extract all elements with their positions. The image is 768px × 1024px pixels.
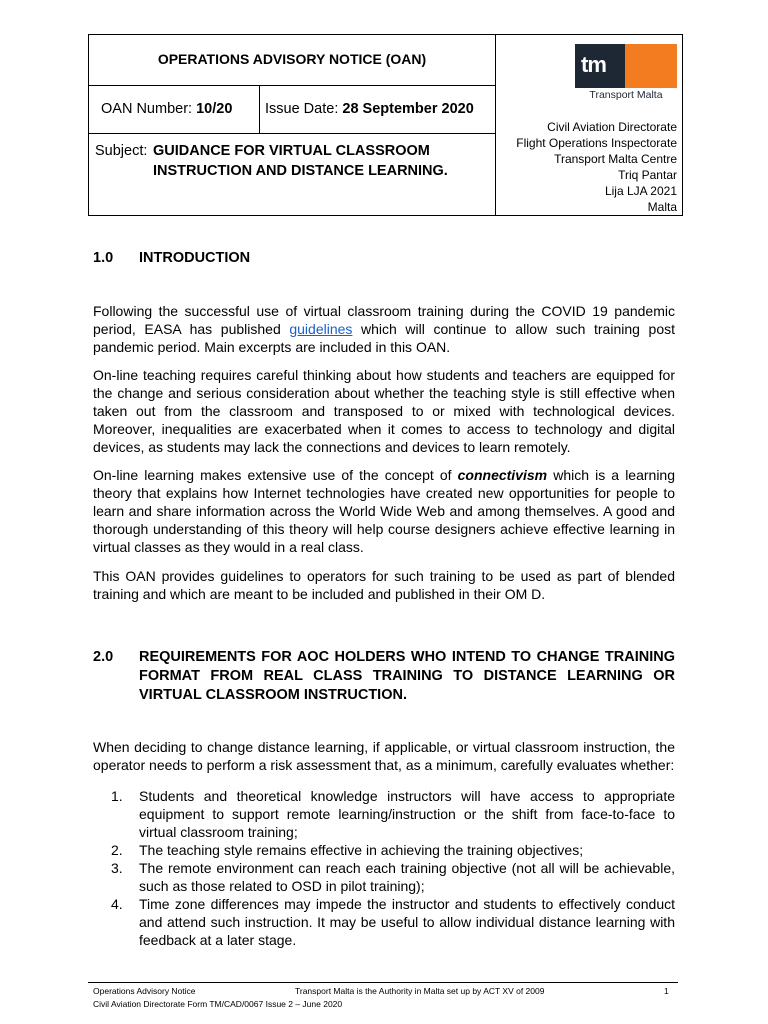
address-line: Malta: [647, 200, 677, 214]
section-1-heading: [93, 250, 250, 266]
list-number: 3.: [111, 860, 123, 876]
subject: [95, 141, 448, 181]
table-divider: [495, 35, 496, 215]
page-number: 1: [664, 986, 669, 996]
logo-caption: Transport Malta: [589, 89, 663, 101]
paragraph: [93, 302, 675, 356]
paragraph: On-line teaching requires careful thinking about how students and teachers are equipped for the change and serious consideration about whether the teaching style is still effective when taken out from the classroom and transposed to or mixed with technological devices. Moreover, inequalities are exacerbated when it comes to access to technology and digital devices, as students may lack the connections and devices to learn remotely.: [93, 367, 675, 455]
section-title: INTRODUCTION: [139, 250, 251, 266]
text-run: On-line learning makes extensive use of the concept of: [93, 467, 458, 483]
oan-number-value: 10/20: [196, 101, 233, 117]
footer-center: Transport Malta is the Authority in Malta set up by ACT XV of 2009: [295, 986, 545, 996]
transport-malta-logo: [575, 44, 677, 88]
address-line: Civil Aviation Directorate: [547, 120, 677, 134]
footer-left: Operations Advisory Notice: [93, 986, 196, 996]
subject-label: Subject:: [95, 143, 148, 159]
list-number: 4.: [111, 896, 123, 912]
subject-line-1: GUIDANCE FOR VIRTUAL CLASSROOM: [153, 143, 430, 159]
address-line: Triq Pantar: [618, 168, 677, 182]
logo-mark: tm: [581, 52, 606, 77]
table-divider: [89, 133, 495, 134]
address-line: Lija LJA 2021: [604, 184, 677, 198]
text-run: Following the successful use of virtual classroom training during the COVID 19 pandemic period, EASA has published: [93, 303, 675, 337]
section-2-heading: [93, 648, 675, 705]
list-text: Students and theoretical knowledge instructors will have access to appropriate equipment to support remote learning/instruction or the shift from face-to-face to virtual classroom training;: [139, 788, 675, 840]
issue-date-value: 28 September 2020: [342, 101, 474, 117]
guidelines-link[interactable]: guidelines: [289, 321, 353, 337]
section-number: 1.0: [93, 250, 114, 266]
paragraph: This OAN provides guidelines to operators for such training to be used as part of blended training and which are meant to be included and published in their OM D.: [93, 568, 675, 602]
list-number: 1.: [111, 788, 123, 804]
logo-orange-block: [625, 44, 677, 88]
list-number: 2.: [111, 842, 123, 858]
requirements-list: [93, 787, 675, 949]
table-divider: [89, 85, 495, 86]
list-text: The teaching style remains effective in achieving the training objectives;: [139, 842, 584, 858]
list-item: [93, 787, 675, 841]
list-text: The remote environment can reach each training objective (not all will be achievable, such as those related to OSD in pilot training);: [139, 860, 675, 894]
oan-number-label: OAN Number:: [101, 101, 197, 117]
issue-date-label: Issue Date:: [265, 101, 343, 117]
list-item: [93, 859, 675, 895]
notice-title: OPERATIONS ADVISORY NOTICE (OAN): [157, 51, 427, 67]
address-line: Flight Operations Inspectorate: [516, 136, 677, 150]
paragraph: [93, 466, 675, 556]
section-title: REQUIREMENTS FOR AOC HOLDERS WHO INTEND TO CHANGE TRAINING FORMAT FROM REAL CLASS TRAINING TO DISTANCE LEARNING OR VIRTUAL CLASSROOM INSTRUCTION.: [139, 649, 675, 703]
text-run: which will continue to allow such training post pandemic period. Main excerpts are included in this OAN.: [93, 321, 675, 355]
footer-form: Civil Aviation Directorate Form TM/CAD/0067 Issue 2 – June 2020: [93, 999, 343, 1009]
emphasis: connectivism: [457, 467, 548, 483]
paragraph: When deciding to change distance learning, if applicable, or virtual classroom instruction, the operator needs to perform a risk assessment that, as a minimum, carefully evaluates whether:: [93, 739, 675, 773]
address-block: [499, 119, 677, 215]
list-item: [93, 895, 675, 949]
footer-rule: [88, 982, 678, 983]
section-number: 2.0: [93, 649, 114, 665]
oan-number: [101, 101, 232, 117]
header-table: [88, 34, 683, 216]
text-run: which is a learning theory that explains how Internet technologies have created new opportunities for people to learn and share information across the World Wide Web and among themselves. A good and thorough understanding of this theory will help course designers achieve effective learning in virtual classes as they would in a real class.: [93, 467, 676, 555]
list-text: Time zone differences may impede the instructor and students to effectively conduct and attend such instruction. It may be useful to allow individual distance learning with feedback at a later stage.: [139, 896, 675, 948]
address-line: Transport Malta Centre: [554, 152, 677, 166]
subject-line-2: INSTRUCTION AND DISTANCE LEARNING.: [153, 163, 448, 179]
list-item: [93, 841, 675, 859]
issue-date: [265, 101, 474, 117]
table-divider: [259, 85, 260, 133]
